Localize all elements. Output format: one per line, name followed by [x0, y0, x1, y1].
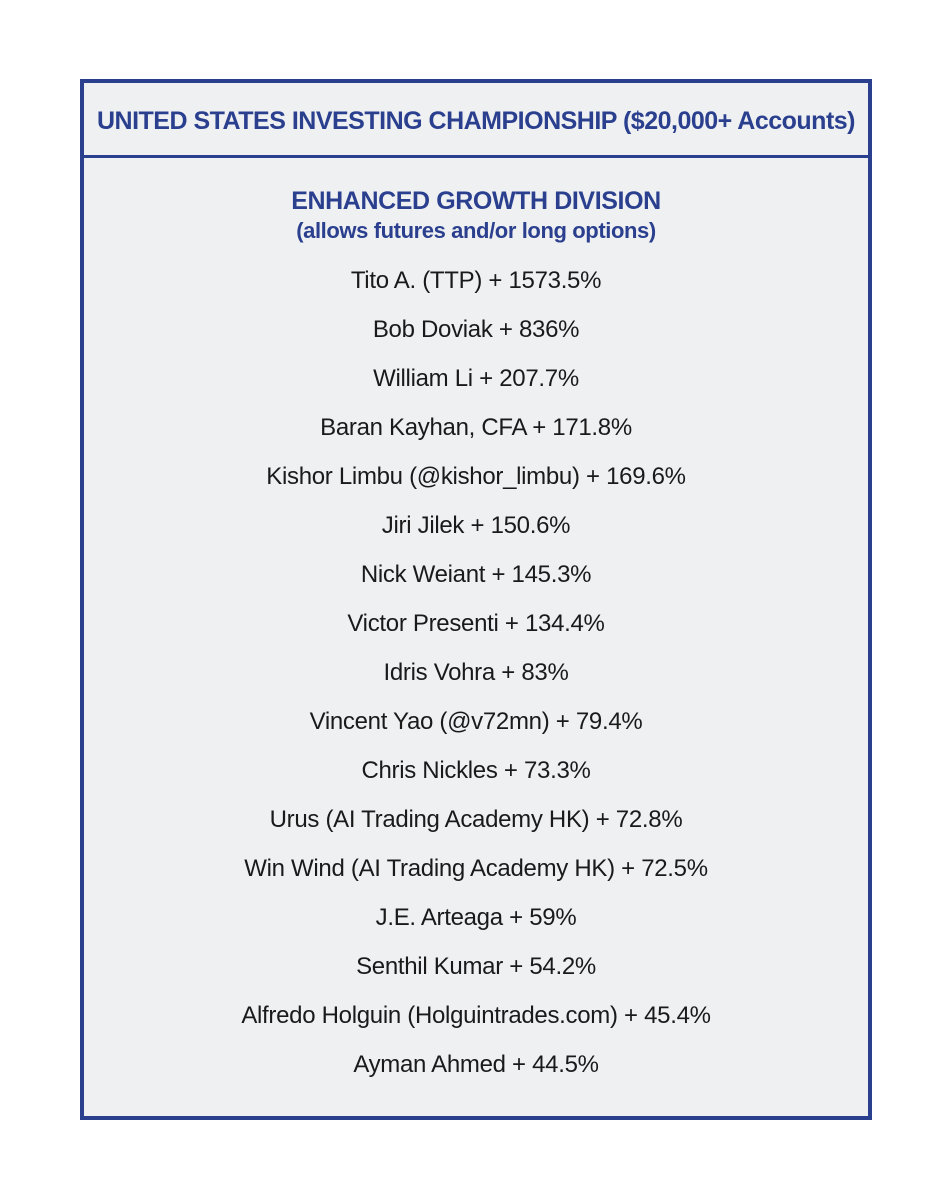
- result-row: Jiri Jilek + 150.6%: [381, 512, 571, 539]
- result-row: J.E. Arteaga + 59%: [375, 904, 577, 931]
- result-row: Senthil Kumar + 54.2%: [356, 953, 596, 980]
- championship-title: UNITED STATES INVESTING CHAMPIONSHIP ($20,000+ Accounts): [96, 106, 856, 135]
- result-row: Baran Kayhan, CFA + 171.8%: [320, 414, 632, 441]
- result-row: Victor Presenti + 134.4%: [347, 610, 605, 637]
- result-row: Win Wind (AI Trading Academy HK) + 72.5%: [244, 855, 708, 882]
- result-row: William Li + 207.7%: [373, 365, 579, 392]
- result-row: Idris Vohra + 83%: [383, 659, 569, 686]
- result-row: Nick Weiant + 145.3%: [360, 561, 592, 588]
- result-row: Vincent Yao (@v72mn) + 79.4%: [309, 708, 643, 735]
- division-note: (allows futures and/or long options): [296, 218, 656, 243]
- result-row: Tito A. (TTP) + 1573.5%: [350, 267, 602, 294]
- division-name: ENHANCED GROWTH DIVISION: [291, 187, 661, 215]
- card-header: [84, 83, 868, 158]
- results-list: [84, 256, 868, 1089]
- division-heading: [84, 187, 868, 245]
- result-row: Alfredo Holguin (Holguintrades.com) + 45.4%: [241, 1002, 711, 1029]
- result-row: Chris Nickles + 73.3%: [361, 757, 591, 784]
- result-row: Ayman Ahmed + 44.5%: [353, 1051, 599, 1078]
- results-card: [80, 79, 872, 1120]
- result-row: Bob Doviak + 836%: [372, 316, 580, 343]
- result-row: Kishor Limbu (@kishor_limbu) + 169.6%: [266, 463, 686, 490]
- result-row: Urus (AI Trading Academy HK) + 72.8%: [269, 806, 683, 833]
